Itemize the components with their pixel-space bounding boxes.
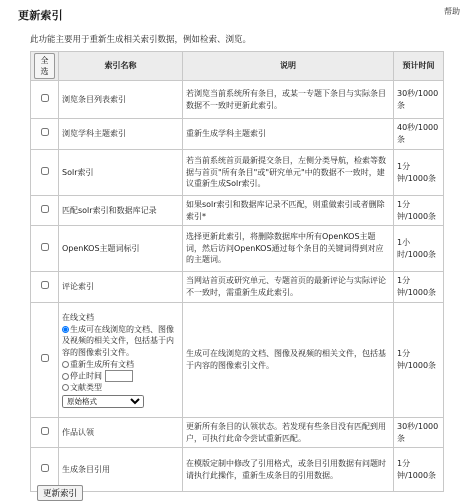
table-row: [31, 303, 444, 418]
online-doc-cell: [59, 303, 183, 418]
estimated-time: 30秒/1000条: [394, 418, 444, 448]
index-description: 在模版定制中修改了引用格式，或条目引用数据有问题时请执行此操作，重新生成条目的引用数据。: [183, 448, 394, 492]
index-name: 评论索引: [59, 272, 183, 303]
row-checkbox[interactable]: [41, 354, 49, 362]
estimated-time: 1分钟/1000条: [394, 196, 444, 226]
table-row: [31, 448, 444, 492]
column-header-name: 索引名称: [59, 52, 183, 81]
option-doc-type: [62, 382, 179, 394]
option-regenerate-all: [62, 359, 179, 371]
index-name: Solr索引: [59, 150, 183, 196]
row-checkbox[interactable]: [41, 243, 49, 251]
option-label: 生成可在线浏览的文档、图像及视频的相关文件，包括基于内容的图像索引文件。: [62, 324, 174, 357]
row-checkbox[interactable]: [41, 167, 49, 175]
table-row: [31, 226, 444, 272]
estimated-time: 1小时/1000条: [394, 226, 444, 272]
table-header-row: [31, 52, 444, 81]
row-checkbox[interactable]: [41, 128, 49, 136]
index-name: 生成条目引用: [59, 448, 183, 492]
option-label: 停止时间: [70, 371, 102, 381]
estimated-time: 30秒/1000条: [394, 81, 444, 119]
table-row: [31, 272, 444, 303]
index-description: 若浏览当前系统所有条目，或某一专题下条目与实际条目数据不一致时更新此索引。: [183, 81, 394, 119]
option-regenerate-all-radio[interactable]: [62, 361, 69, 368]
select-all-button[interactable]: 全选: [34, 53, 55, 79]
index-name: 作品认领: [59, 418, 183, 448]
row-checkbox[interactable]: [41, 281, 49, 289]
estimated-time: 1分钟/1000条: [394, 150, 444, 196]
column-header-time: 预计时间: [394, 52, 444, 81]
table-row: [31, 196, 444, 226]
option-doc-type-radio[interactable]: [62, 384, 69, 391]
index-description: 生成可在线浏览的文档、图像及视频的相关文件，包括基于内容的图像索引文件。: [183, 303, 394, 418]
index-name: 匹配solr索引和数据库记录: [59, 196, 183, 226]
estimated-time: 40秒/1000条: [394, 119, 444, 150]
stop-time-input[interactable]: [105, 370, 133, 382]
help-link[interactable]: 帮助: [444, 7, 460, 16]
select-all-cell: [31, 52, 59, 81]
update-index-button[interactable]: 更新索引: [37, 485, 83, 501]
option-label: 重新生成所有文档: [70, 359, 134, 369]
index-description: 重新生成学科主题索引: [183, 119, 394, 150]
row-checkbox[interactable]: [41, 464, 49, 472]
index-name: OpenKOS主题词标引: [59, 226, 183, 272]
table-row: [31, 418, 444, 448]
option-generate-files: [62, 324, 179, 359]
option-label: 文献类型: [70, 383, 102, 393]
index-table: [30, 51, 444, 492]
option-generate-files-radio[interactable]: [62, 326, 69, 333]
table-row: [31, 119, 444, 150]
estimated-time: 1分钟/1000条: [394, 448, 444, 492]
estimated-time: 1分钟/1000条: [394, 303, 444, 418]
index-name: 在线文档: [62, 313, 94, 323]
doc-format-select[interactable]: [62, 395, 144, 408]
index-description: 更新所有条目的认领状态。若发现有些条目没有匹配到用户，可执行此命令尝试重新匹配。: [183, 418, 394, 448]
row-checkbox[interactable]: [41, 205, 49, 213]
index-name: 浏览条目列表索引: [59, 81, 183, 119]
index-description: 选择更新此索引，将删除数据库中所有OpenKOS主题词，然后访问OpenKOS通过每个条目的关键词得到对应的主题词。: [183, 226, 394, 272]
table-row: [31, 150, 444, 196]
index-description: 若当前系统首页最新提交条目，左侧分类导航，检索等数据与首页"所有条目"或"研究单元"中的数据不一致时，建议重新生成Solr索引。: [183, 150, 394, 196]
option-stop-time-radio[interactable]: [62, 373, 69, 380]
column-header-description: 说明: [183, 52, 394, 81]
row-checkbox[interactable]: [41, 427, 49, 435]
index-name: 浏览学科主题索引: [59, 119, 183, 150]
page-description: 此功能主要用于重新生成相关索引数据，例如检索、浏览。: [30, 35, 252, 45]
index-description: 当网站首页或研究单元、专题首页的最新评论与实际评论不一致时，需重新生成此索引。: [183, 272, 394, 303]
page-title: 更新索引: [18, 9, 63, 22]
row-checkbox[interactable]: [41, 94, 49, 102]
option-stop-time: [62, 370, 179, 382]
index-description: 如果solr索引和数据库记录不匹配，则重做索引或者删除索引*: [183, 196, 394, 226]
table-row: [31, 81, 444, 119]
estimated-time: 1分钟/1000条: [394, 272, 444, 303]
